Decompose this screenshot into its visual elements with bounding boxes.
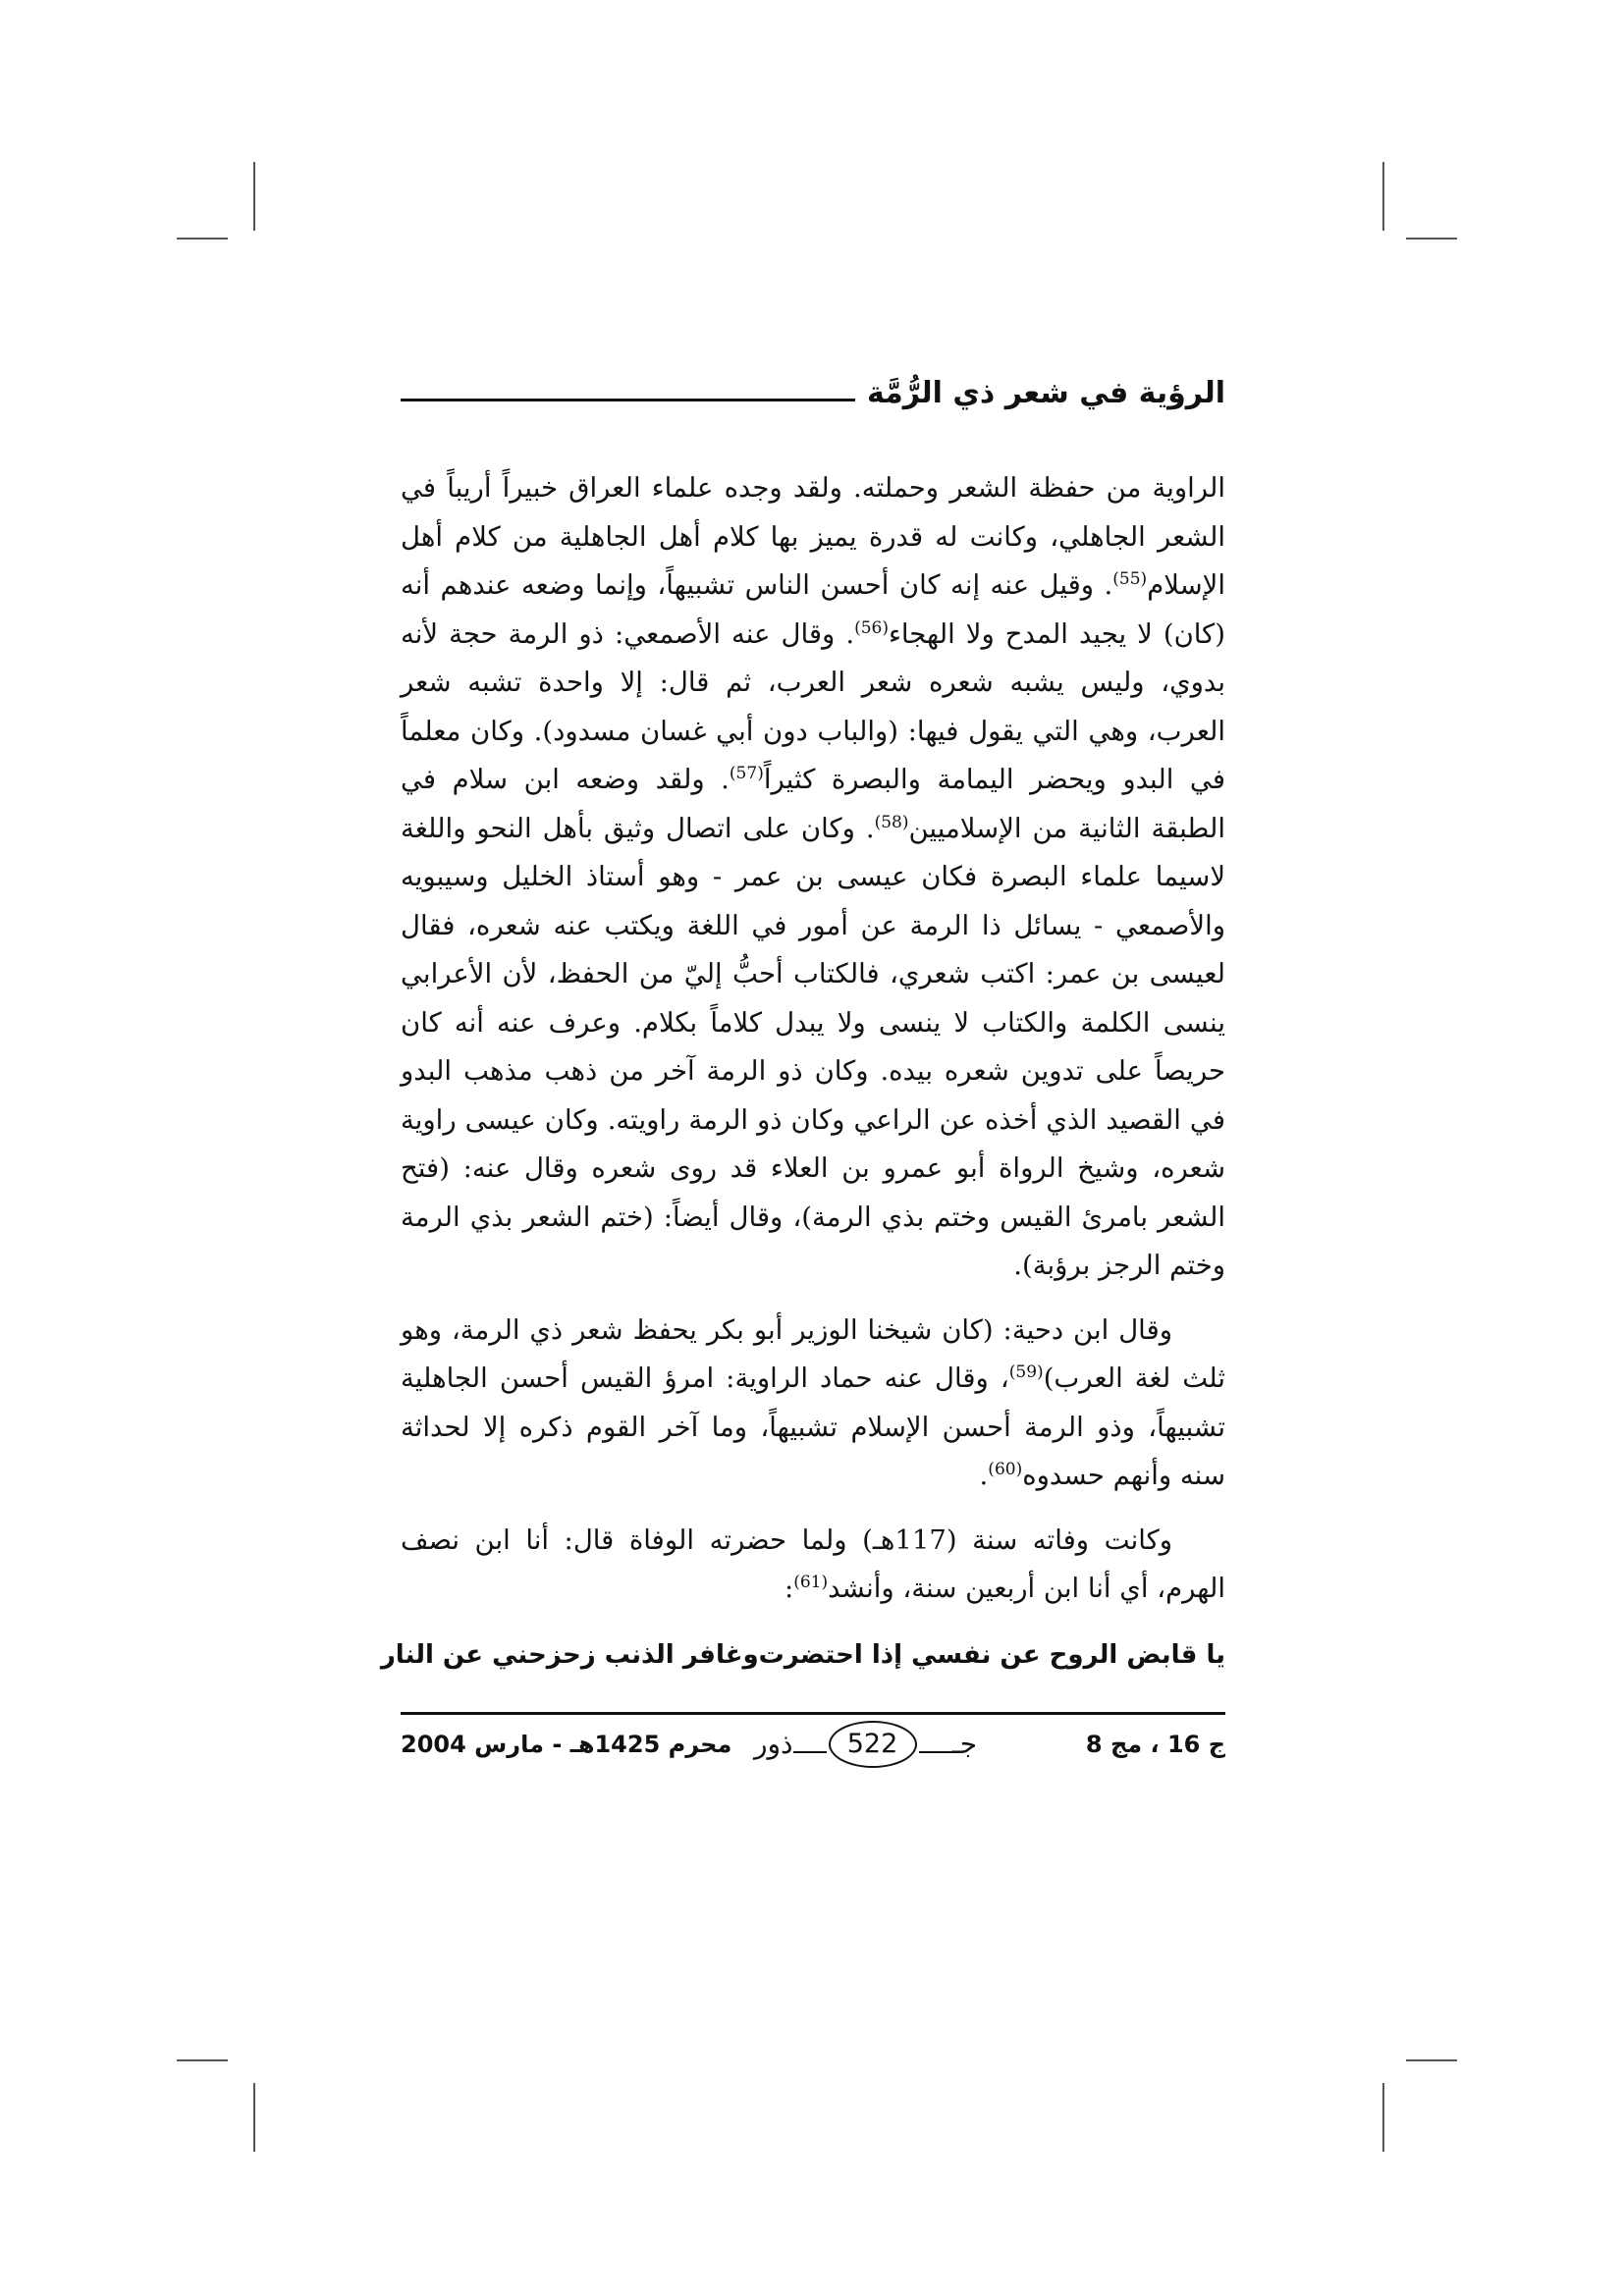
crop-mark (1406, 238, 1457, 240)
footer-letter: جـ (951, 1728, 978, 1760)
header-rule (401, 399, 855, 401)
poetry-verse (380, 1631, 1225, 1679)
footnote-ref: (59) (1008, 1362, 1044, 1382)
crop-mark (177, 2059, 228, 2061)
page-number-line (919, 1751, 952, 1753)
page-number: 522 (829, 1721, 917, 1768)
paragraph (401, 1517, 1225, 1614)
paragraph-text: . ولقد وضعه ابن سلام في الطبقة الثانية من الإسلاميين (401, 764, 1225, 844)
page-footer (401, 1715, 1225, 1793)
paragraph-text: الراوية من حفظة الشعر وحملته. ولقد وجده علماء العراق خبيراً أريباً في الشعر الجاهلي، وكانت له قدرة يميز بها كلام أهل الجاهلية من كلام أهل الإسلام (401, 472, 1225, 601)
footnote-ref: (60) (988, 1459, 1023, 1479)
page-block (380, 358, 1225, 1793)
page-number-group (754, 1721, 977, 1768)
publication-date: محرم 1425هـ - مارس 2004 (401, 1730, 732, 1758)
header-title: الرؤية في شعر ذي الرُّمَّة (866, 375, 1225, 410)
paragraph-text: : (784, 1573, 794, 1604)
paragraph-text: . وكان على اتصال وثيق بأهل النحو واللغة لاسيما علماء البصرة فكان عيسى بن عمر - وهو أستاذ الخليل وسيبويه والأصمعي - يسائل ذا الرمة عن أمور في اللغة ويكتب عنه شعره، فقال لعيسى بن عمر: اكتب شعري، فالكتاب أحبُّ إليّ من الحفظ، لأن الأعرابي ينسى الكلمة والكتاب لا ينسى ولا يبدل كلاماً بكلام. وعرف عنه أنه كان حريصاً على تدوين شعره بيده. وكان ذو الرمة آخر من ذهب مذهب البدو في القصيد الذي أخذه عن الراعي وكان ذو الرمة راويته. وكان عيسى راوية شعره، وشيخ الرواة أبو عمرو بن العلاء قد روى شعره وقال عنه: (فتح الشعر بامرئ القيس وختم بذي الرمة)، وقال أيضاً: (ختم الشعر بذي الرمة وختم الرجز برؤبة). (401, 812, 1225, 1281)
footnote-ref: (61) (793, 1572, 829, 1592)
footnote-ref: (56) (854, 617, 889, 638)
crop-mark (253, 162, 255, 231)
page-number-line (793, 1751, 827, 1753)
verse-first-hemistich: يا قابض الروح عن نفسي إذا احتضرت (758, 1639, 1225, 1670)
verse-second-hemistich: وغافر الذنب زحزحني عن النار (380, 1639, 759, 1670)
paragraph (401, 1307, 1225, 1501)
paragraph-text: ، وقال عنه حماد الراوية: امرؤ القيس أحسن الجاهلية تشبيهاً، وذو الرمة أحسن الإسلام تشبيهاً، وما آخر القوم ذكره إلا لحداثة سنه وأنهم حسدوه (401, 1362, 1225, 1491)
crop-mark (1382, 162, 1384, 231)
footer-word: ذور (754, 1728, 793, 1760)
paragraph-text: . وقال عنه الأصمعي: ذو الرمة حجة لأنه بدوي، وليس يشبه شعره شعر العرب، ثم قال: إلا واحدة تشبه شعر العرب، وهي التي يقول فيها: (والباب دون أبي غسان مسدود). وكان معلماً في البدو ويحضر اليمامة والبصرة كثيراً (401, 617, 1225, 795)
paragraph (401, 464, 1225, 1291)
footnote-ref: (55) (1112, 568, 1148, 589)
crop-mark (253, 2083, 255, 2152)
footnote-ref: (57) (729, 763, 764, 783)
paragraph-text: . وقيل عنه إنه كان أحسن الناس تشبيهاً، وإنما وضعه عندهم أنه (كان) لا يجيد المدح ولا الهجاء (401, 569, 1225, 650)
issue-info: ج 16 ، مج 8 (1085, 1730, 1225, 1758)
crop-mark (1406, 2059, 1457, 2061)
crop-mark (1382, 2083, 1384, 2152)
running-header (401, 358, 1225, 427)
crop-mark (177, 238, 228, 240)
article-body (401, 464, 1225, 1614)
paragraph-text: . (979, 1460, 989, 1491)
footnote-ref: (58) (874, 812, 909, 832)
paragraph-text: وكانت وفاته سنة (117هـ) ولما حضرته الوفاة قال: أنا ابن نصف الهرم، أي أنا ابن أربعين سنة، وأنشد (401, 1523, 1225, 1604)
paragraph-text: وقال ابن دحية: (كان شيخنا الوزير أبو بكر يحفظ شعر ذي الرمة، وهو ثلث لغة العرب) (401, 1313, 1225, 1394)
